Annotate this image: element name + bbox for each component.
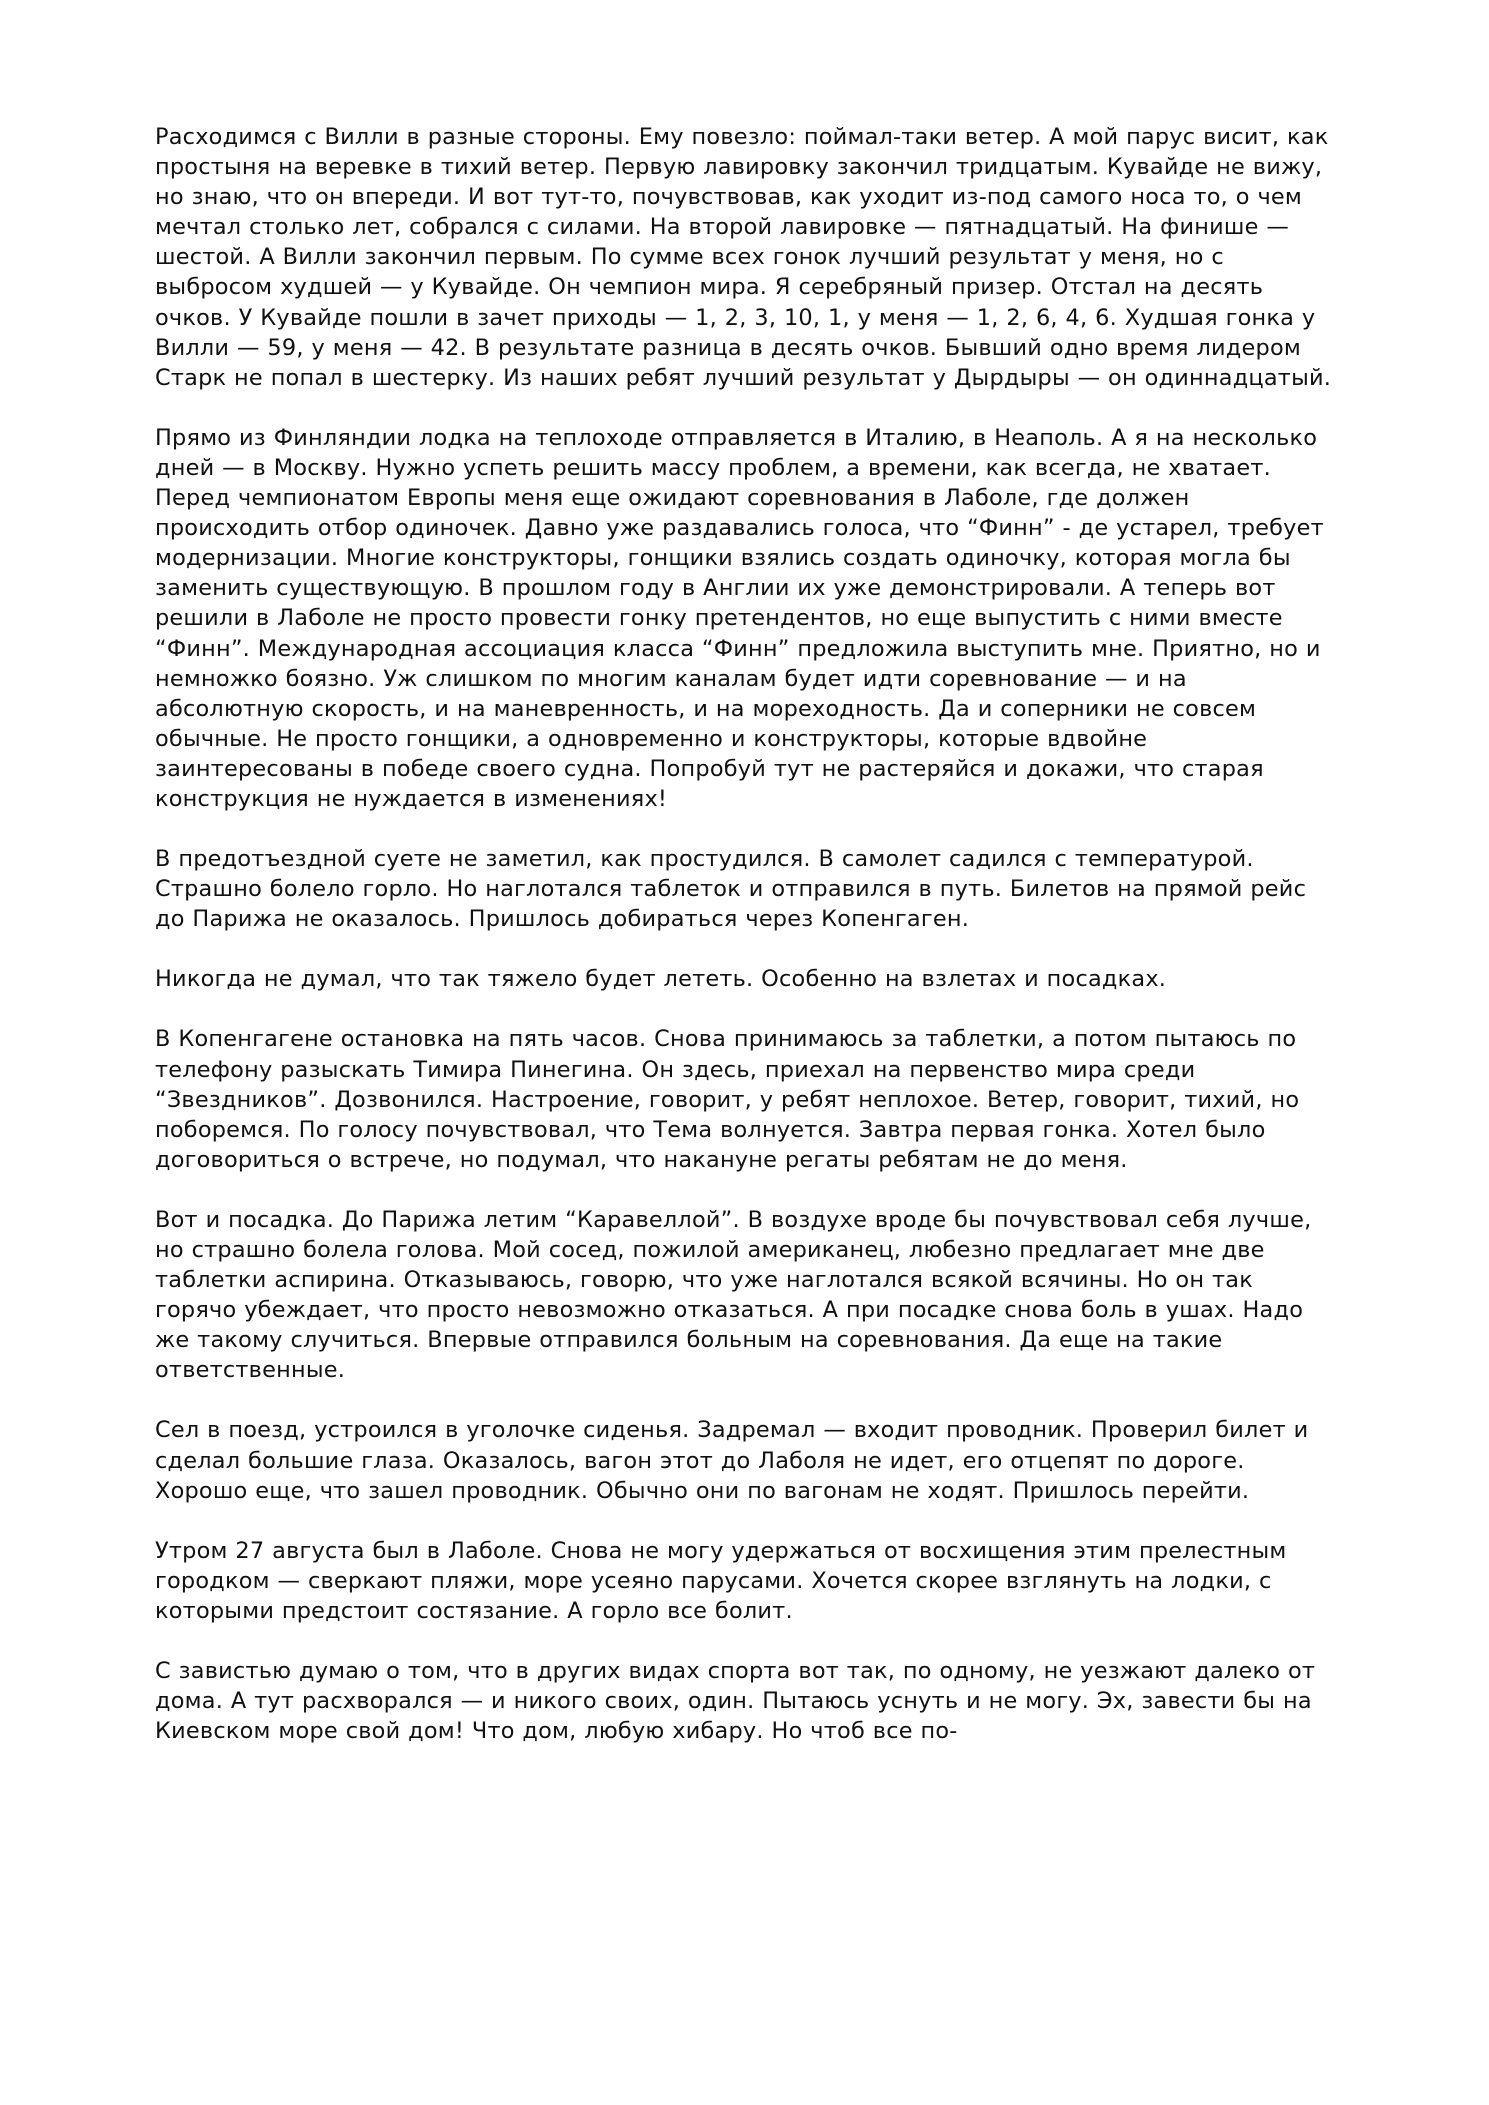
paragraph-5: В Копенгагене остановка на пять часов. Снова принимаюсь за таблетки, а потом пытаюсь по телефону разыскать Тимира Пинегина. Он здесь, приехал на первенство мира среди “Звездников”. Дозвонился. Настроение, говорит, у ребят неплохое. Ветер, говорит, тихий, но поборемся. По голосу почувствовал, что Тема волнуется. Завтра первая гонка. Хотел было договориться о встрече, но подумал, что накануне регаты ребятам не до меня. [155,1026,1300,1173]
paragraph-4: Никогда не думал, что так тяжело будет лететь. Особенно на взлетах и посадках. [155,966,1167,993]
body-text-column [155,122,1335,1746]
paragraph-8: Утром 27 августа был в Лаболе. Снова не могу удержаться от восхищения этим прелестным городком — сверкают пляжи, море усеяно парусами. Хочется скорее взглянуть на лодки, с которыми предстоит состязание. А горло все болит. [155,1537,1287,1624]
paragraph-2: Прямо из Финляндии лодка на теплоходе отправляется в Италию, в Неаполь. А я на несколько дней — в Москву. Нужно успеть решить массу проблем, а времени, как всегда, не хватает. Перед чемпионатом Европы меня еще ожидают соревнования в Лаболе, где должен происходить отбор одиночек. Давно уже раздавались голоса, что “Финн” - де устарел, требует модернизации. Многие конструкторы, гонщики взялись создать одиночку, которая могла бы заменить существующую. В прошлом году в Англии их уже демонстрировали. А теперь вот решили в Лаболе не просто провести гонку претендентов, но еще выпустить с ними вместе “Финн”. Международная ассоциация класса “Финн” предложила выступить мне. Приятно, но и немножко боязно. Уж слишком по многим каналам будет идти соревнование — и на абсолютную скорость, и на маневренность, и на мореходность. Да и соперники не совсем обычные. Не просто гонщики, а одновременно и конструкторы, которые вдвойне заинтересованы в победе своего судна. Попробуй тут не растеряйся и докажи, что старая конструкция не нуждается в изменениях! [155,424,1324,812]
paragraph-9: С завистью думаю о том, что в других видах спорта вот так, по одному, не уезжают далеко от дома. А тут расхворался — и никого своих, один. Пытаюсь уснуть и не могу. Эх, завести бы на Киевском море свой дом! Что дом, любую хибару. Но чтоб все по- [155,1658,1316,1745]
paragraph-6: Вот и посадка. До Парижа летим “Каравеллой”. В воздухе вроде бы почувствовал себя лучше, но страшно болела голова. Мой сосед, пожилой американец, любезно предлагает мне две таблетки аспирина. Отказываюсь, говорю, что уже наглотался всякой всячины. Но он так горячо убеждает, что просто невозможно отказаться. А при посадке снова боль в ушах. Надо же такому случиться. Впервые отправился больным на соревнования. Да еще на такие ответственные. [155,1206,1312,1384]
paragraph-3: В предотъездной суете не заметил, как простудился. В самолет садился с температурой. Страшно болело горло. Но наглотался таблеток и отправился в путь. Билетов на прямой рейс до Парижа не оказалось. Пришлось добираться через Копенгаген. [155,846,1307,933]
paragraph-1: Расходимся с Вилли в разные стороны. Ему повезло: поймал-таки ветер. А мой парус висит, как простыня на веревке в тихий ветер. Первую лавировку закончил тридцатым. Кувайде не вижу, но знаю, что он впереди. И вот тут-то, почувствовав, как уходит из-под самого носа то, о чем мечтал столько лет, собрался с силами. На второй лавировке — пятнадцатый. На финише — шестой. А Вилли закончил первым. По сумме всех гонок лучший результат у меня, но с выбросом худшей — у Кувайде. Он чемпион мира. Я серебряный призер. Отстал на десять очков. У Кувайде пошли в зачет приходы — 1, 2, 3, 10, 1, у меня — 1, 2, 6, 4, 6. Худшая гонка у Вилли — 59, у меня — 42. В результате разница в десять очков. Бывший одно время лидером Старк не попал в шестерку. Из наших ребят лучший результат у Дырдыры — он одиннадцатый. [155,124,1332,391]
paragraph-7: Сел в поезд, устроился в уголочке сиденья. Задремал — входит проводник. Проверил билет и сделал большие глаза. Оказалось, вагон этот до Лаболя не идет, его отцепят по дороге. Хорошо еще, что зашел проводник. Обычно они по вагонам не ходят. Пришлось перейти. [155,1417,1309,1504]
